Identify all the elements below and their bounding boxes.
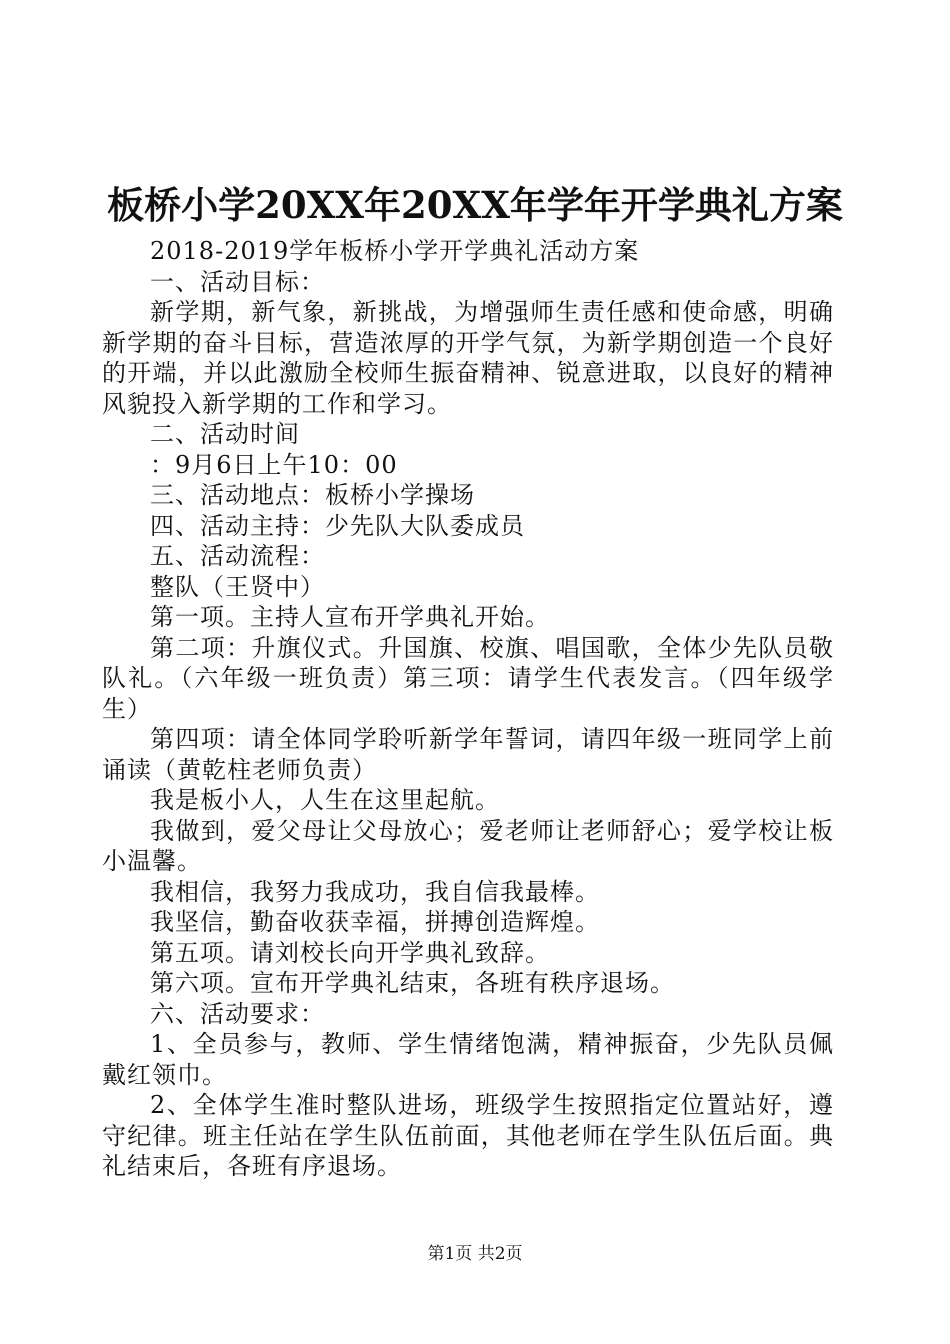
paragraph-section-time: 二、活动时间	[150, 420, 300, 448]
paragraph-plan-name: 2018-2019学年板桥小学开学典礼活动方案	[150, 237, 640, 265]
paragraph-section-requirements: 六、活动要求：	[150, 999, 325, 1028]
document-title: 板桥小学20XX年20XX年学年开学典礼方案	[107, 183, 843, 227]
document-body	[102, 236, 834, 1182]
paragraph-item-2-3: 第二项：升旗仪式。升国旗、校旗、唱国歌，全体少先队员敬队礼。（六年级一班负责）第三项：请学生代表发言。（四年级学生）	[102, 633, 834, 723]
paragraph-requirement-1: 1、全员参与，教师、学生情绪饱满，精神振奋，少先队员佩戴红领巾。	[102, 1030, 834, 1089]
paragraph-goal-text: 新学期，新气象，新挑战，为增强师生责任感和使命感，明确新学期的奋斗目标，营造浓厚的开学气氛，为新学期创造一个良好的开端，并以此激励全校师生振奋精神、锐意进取，以良好的精神风貌投入新学期的工作和学习。	[102, 298, 834, 418]
paragraph-item-1: 第一项。主持人宣布开学典礼开始。	[150, 603, 550, 631]
paragraph-oath-3: 我相信，我努力我成功，我自信我最棒。	[150, 877, 600, 906]
paragraph-location: 三、活动地点：板桥小学操场	[150, 481, 475, 509]
paragraph-item-5: 第五项。请刘校长向开学典礼致辞。	[150, 938, 550, 967]
paragraph-time-text: ：9月6日上午10：00	[150, 450, 398, 479]
paragraph-lineup: 整队（王贤中）	[150, 572, 325, 601]
paragraph-oath-2: 我做到，爱父母让父母放心；爱老师让老师舒心；爱学校让板小温馨。	[102, 816, 834, 875]
page-number-footer: 第1页 共2页	[427, 1244, 523, 1264]
paragraph-oath-1: 我是板小人，人生在这里起航。	[150, 786, 500, 814]
paragraph-item-4: 第四项：请全体同学聆听新学年誓词，请四年级一班同学上前诵读（黄乾柱老师负责）	[102, 725, 834, 784]
paragraph-section-goal: 一、活动目标：	[150, 267, 325, 296]
paragraph-oath-4: 我坚信，勤奋收获幸福，拼搏创造辉煌。	[150, 908, 600, 936]
paragraph-requirement-2: 2、全体学生准时整队进场，班级学生按照指定位置站好，遵守纪律。班主任站在学生队伍前面，其他老师在学生队伍后面。典礼结束后，各班有序退场。	[102, 1091, 834, 1180]
paragraph-host: 四、活动主持：少先队大队委成员	[150, 511, 525, 540]
paragraph-section-process: 五、活动流程：	[150, 542, 325, 570]
paragraph-item-6: 第六项。宣布开学典礼结束，各班有秩序退场。	[150, 969, 675, 997]
